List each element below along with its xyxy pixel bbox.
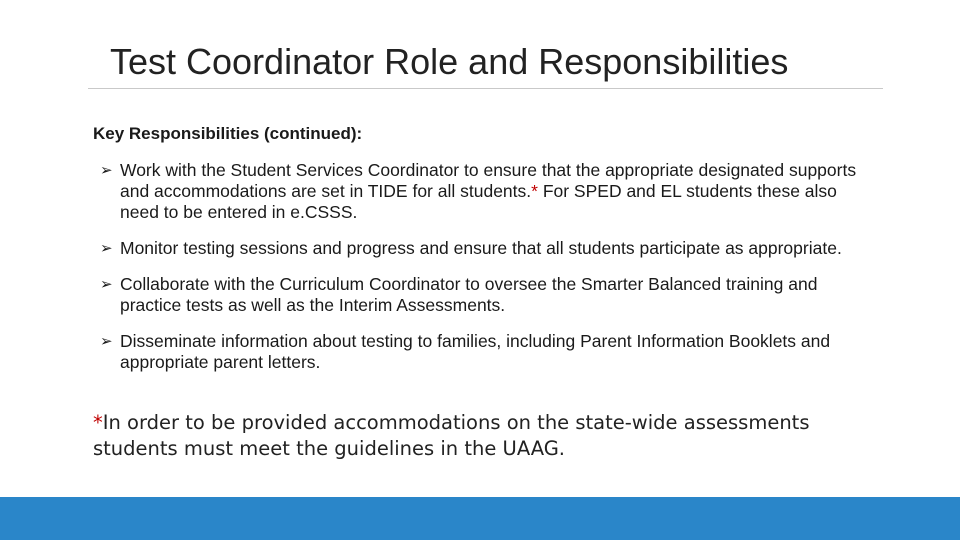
list-item-text: Monitor testing sessions and progress and ensure that all students participate as appropriate. xyxy=(120,238,842,258)
list-item xyxy=(100,274,860,316)
list-item-text: Work with the Student Services Coordinator to ensure that the appropriate designated supports and accommodations are set in TIDE for all students. xyxy=(120,160,857,201)
footnote-asterisk: * xyxy=(93,411,103,434)
slide-title: Test Coordinator Role and Responsibilities xyxy=(110,41,789,82)
arrow-bullet-icon: ➢ xyxy=(100,275,113,293)
arrow-bullet-icon: ➢ xyxy=(100,161,113,179)
list-item-text: Collaborate with the Curriculum Coordinator to oversee the Smarter Balanced training and practice tests as well as the Interim Assessments. xyxy=(120,274,818,315)
list-item-text: Disseminate information about testing to families, including Parent Information Booklets and appropriate parent letters. xyxy=(120,331,831,372)
responsibilities-list xyxy=(100,160,860,388)
accommodations-footnote xyxy=(93,410,873,462)
list-item-text-continued: For SPED and EL students these also need to be entered in e.CSSS. xyxy=(120,181,837,222)
list-item xyxy=(100,331,860,373)
footnote-text: In order to be provided accommodations on the state-wide assessments students must meet the guidelines in the UAAG. xyxy=(93,411,810,460)
arrow-bullet-icon: ➢ xyxy=(100,332,113,350)
section-subheading: Key Responsibilities (continued): xyxy=(93,124,363,143)
list-item xyxy=(100,160,860,223)
asterisk-marker: * xyxy=(531,181,538,201)
bottom-accent-bar xyxy=(0,497,960,540)
title-divider xyxy=(88,88,883,89)
arrow-bullet-icon: ➢ xyxy=(100,239,113,257)
list-item xyxy=(100,238,860,259)
